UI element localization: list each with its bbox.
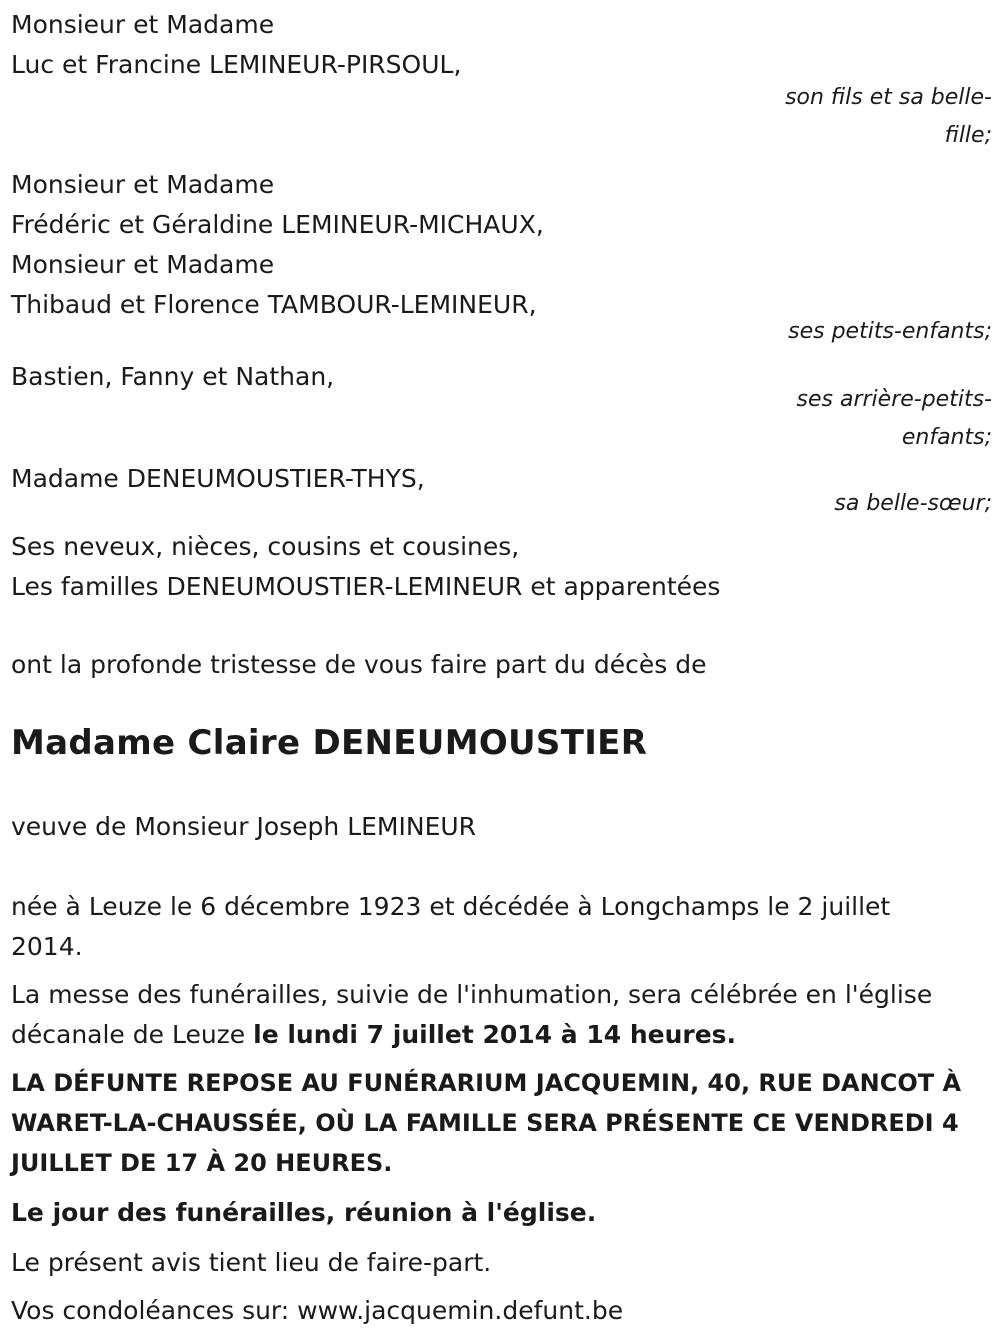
family-group-son bbox=[11, 5, 992, 155]
relation-label: sa belle-sœur; bbox=[834, 491, 992, 516]
mass-location: décanale de Leuze bbox=[11, 1020, 254, 1049]
meeting-text: Le jour des funérailles, réunion à l'église. bbox=[11, 1198, 597, 1227]
family-line: Luc et Francine LEMINEUR-PIRSOUL, bbox=[11, 50, 462, 79]
condolences-text: Vos condoléances sur: www.jacquemin.defunt.be bbox=[11, 1296, 624, 1325]
family-line: Thibaud et Florence TAMBOUR-LEMINEUR, bbox=[11, 290, 537, 319]
repose-line: JUILLET DE 17 À 20 HEURES. bbox=[11, 1149, 393, 1177]
repose-line: WARET-LA-CHAUSSÉE, OÙ LA FAMILLE SERA PRÉSENTE CE VENDREDI 4 bbox=[11, 1109, 959, 1137]
funeral-mass-text bbox=[11, 975, 992, 1055]
mass-line: La messe des funérailles, suivie de l'inhumation, sera célébrée en l'église bbox=[11, 980, 933, 1009]
mass-datetime: le lundi 7 juillet 2014 à 14 heures. bbox=[253, 1020, 737, 1049]
widow-of-text: veuve de Monsieur Joseph LEMINEUR bbox=[11, 812, 477, 841]
mass-line bbox=[11, 1015, 992, 1055]
birth-death-text bbox=[11, 887, 992, 967]
family-line: Frédéric et Géraldine LEMINEUR-MICHAUX, bbox=[11, 210, 544, 239]
notice-text: Le présent avis tient lieu de faire-part. bbox=[11, 1248, 492, 1277]
family-line: Monsieur et Madame bbox=[11, 170, 275, 199]
family-line: Monsieur et Madame bbox=[11, 250, 275, 279]
relation-label: fille; bbox=[944, 123, 992, 148]
family-group-great-grandchildren bbox=[11, 357, 992, 457]
deceased-name: Madame Claire DENEUMOUSTIER bbox=[11, 723, 648, 763]
relation-label: son fils et sa belle- bbox=[785, 85, 992, 110]
birth-death-line: 2014. bbox=[11, 932, 83, 961]
family-group-relatives bbox=[11, 527, 992, 607]
relation-label: enfants; bbox=[901, 425, 992, 450]
repose-line: LA DÉFUNTE REPOSE AU FUNÉRARIUM JACQUEMIN, 40, RUE DANCOT À bbox=[11, 1069, 962, 1097]
family-line: Madame DENEUMOUSTIER-THYS, bbox=[11, 464, 425, 493]
family-group-sister-in-law bbox=[11, 459, 992, 523]
announcement-text: ont la profonde tristesse de vous faire part du décès de bbox=[11, 650, 707, 679]
repose-text bbox=[11, 1063, 992, 1183]
relation-label: ses petits-enfants; bbox=[788, 319, 992, 344]
obituary-notice bbox=[11, 0, 992, 1331]
family-line: Bastien, Fanny et Nathan, bbox=[11, 362, 335, 391]
relation-label: ses arrière-petits- bbox=[796, 387, 992, 412]
family-line: Les familles DENEUMOUSTIER-LEMINEUR et apparentées bbox=[11, 572, 721, 601]
birth-death-line: née à Leuze le 6 décembre 1923 et décédée à Longchamps le 2 juillet bbox=[11, 892, 891, 921]
family-line: Ses neveux, nièces, cousins et cousines, bbox=[11, 532, 520, 561]
family-group-grandchildren bbox=[11, 165, 992, 351]
family-line: Monsieur et Madame bbox=[11, 10, 275, 39]
